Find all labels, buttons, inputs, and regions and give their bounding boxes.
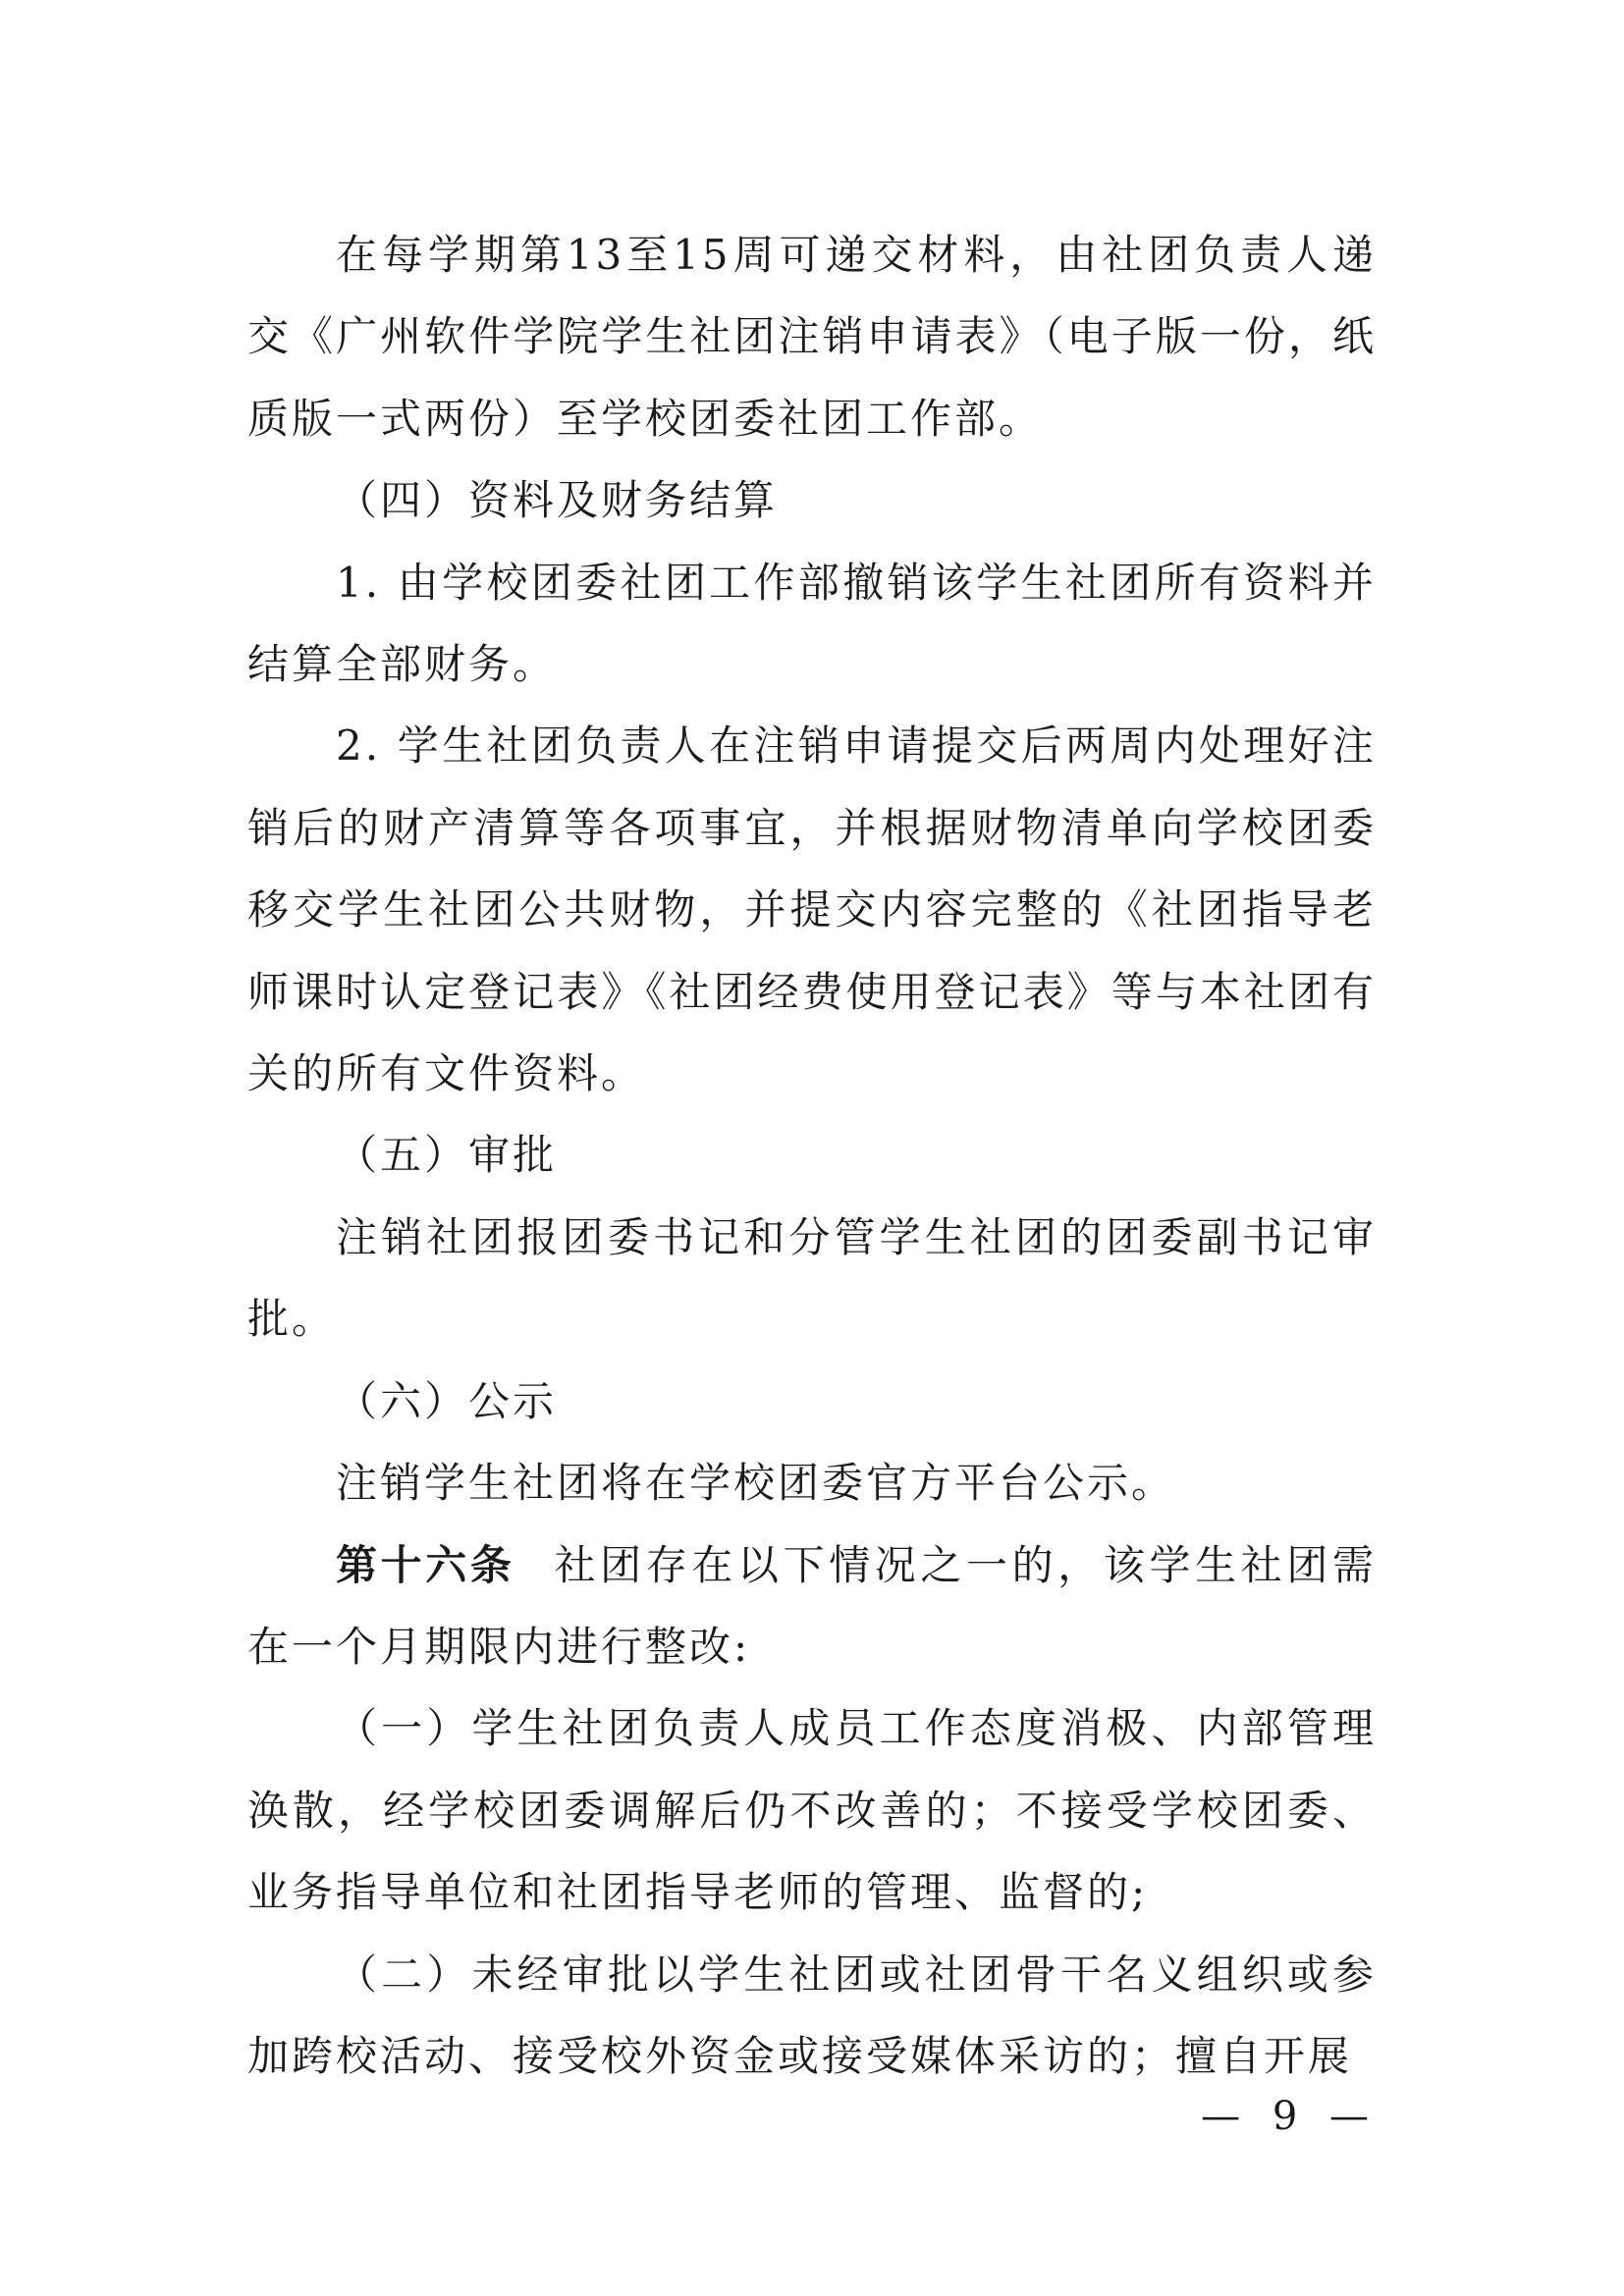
section-heading-5: （五）审批 [336, 1131, 558, 1180]
article-16-paragraph [247, 1524, 1377, 1688]
page-number: — 9 — [1201, 2094, 1379, 2139]
paragraph-announcement: 注销学生社团将在学校团委官方平台公示。 [336, 1459, 1176, 1508]
article-16-heading: 第十六条 [336, 1540, 515, 1589]
section-heading-6: （六）公示 [336, 1376, 558, 1425]
article-16-item-1: （一）学生社团负责人成员工作态度消极、内部管理涣散，经学校团委调解后仍不改善的；不接受学校团委、业务指导单位和社团指导老师的管理、监督的; [247, 1704, 1377, 1917]
paragraph-approval: 注销社团报团委书记和分管学生社团的团委副书记审批。 [247, 1212, 1377, 1344]
article-16-text: 社团存在以下情况之一的，该学生社团需在一个月期限内进行整改: [247, 1540, 1377, 1671]
article-16-item-2: （二）未经审批以学生社团或社团骨干名义组织或参加跨校活动、接受校外资金或接受媒体采访的；擅自开展 [247, 1949, 1377, 2080]
paragraph-submission: 在每学期第13至15周可递交材料，由社团负责人递交《广州软件学院学生社团注销申请表》（电子版一份，纸质版一式两份）至学校团委社团工作部。 [247, 231, 1377, 443]
paragraph-item-1: 1. 由学校团委社团工作部撤销该学生社团所有资料并结算全部财务。 [247, 558, 1377, 689]
section-heading-4: （四）资料及财务结算 [336, 476, 779, 525]
paragraph-item-2: 2. 学生社团负责人在注销申请提交后两周内处理好注销后的财产清算等各项事宜，并根据财物清单向学校团委移交学生社团公共财物，并提交内容完整的《社团指导老师课时认定登记表》《社团经费使用登记表》等与本社团有关的所有文件资料。 [247, 721, 1377, 1098]
document-body [247, 214, 1377, 2097]
